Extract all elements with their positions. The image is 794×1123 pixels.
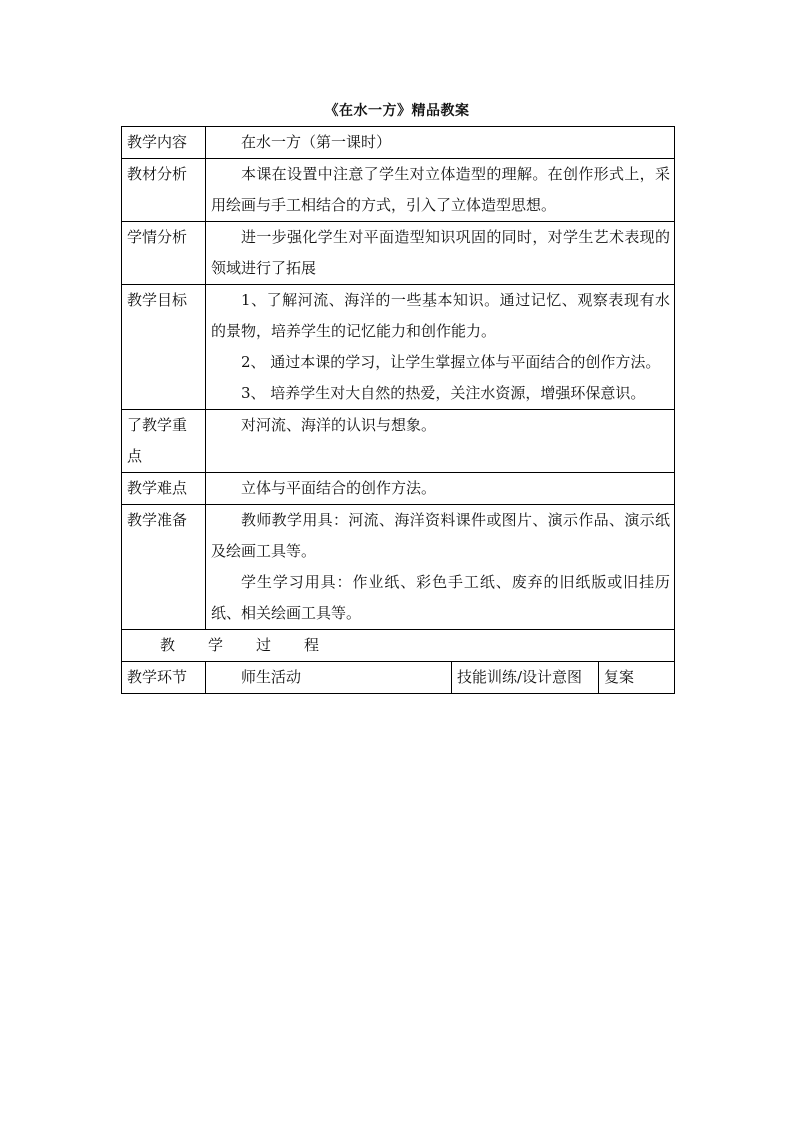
preparation-item: 学生学习用具：作业纸、彩色手工纸、废弃的旧纸版或旧挂历纸、相关绘画工具等。	[211, 573, 671, 622]
key-points-value: 对河流、海洋的认识与想象。	[206, 410, 675, 473]
learner-label: 学情分析	[122, 222, 206, 285]
difficulty-value: 立体与平面结合的创作方法。	[206, 473, 675, 505]
row-preparation	[122, 505, 675, 630]
goal-item: 1、了解河流、海洋的一些基本知识。通过记忆、观察表现有水的景物，培养学生的记忆能力和创作能力。	[211, 291, 671, 340]
row-key-points	[122, 410, 675, 473]
difficulty-label: 教学难点	[122, 473, 206, 505]
row-content	[122, 127, 675, 159]
row-learner	[122, 222, 675, 285]
row-process	[122, 630, 675, 662]
preparation-label: 教学准备	[122, 505, 206, 630]
process-char: 过	[256, 636, 272, 654]
process-char: 程	[304, 636, 320, 654]
row-header	[122, 662, 675, 694]
process-char: 教	[160, 636, 176, 654]
learner-value: 进一步强化学生对平面造型知识巩固的同时，对学生艺术表现的领域进行了拓展	[206, 222, 675, 285]
material-label: 教材分析	[122, 159, 206, 222]
header-skills: 技能训练/设计意图	[452, 662, 599, 694]
goal-item: 3、 培养学生对大自然的热爱，关注水资源，增强环保意识。	[241, 384, 646, 402]
row-difficulty	[122, 473, 675, 505]
process-heading	[122, 630, 675, 662]
header-activity: 师生活动	[206, 662, 452, 694]
preparation-item: 教师教学用具：河流、海洋资料课件或图片、演示作品、演示纸及绘画工具等。	[211, 511, 671, 560]
row-goals	[122, 285, 675, 410]
process-char: 学	[208, 636, 224, 654]
content-value: 在水一方（第一课时）	[206, 127, 675, 159]
goals-label: 教学目标	[122, 285, 206, 410]
content-label: 教学内容	[122, 127, 206, 159]
preparation-value	[206, 505, 675, 630]
lesson-plan-table	[121, 126, 675, 694]
goals-value	[206, 285, 675, 410]
material-value: 本课在设置中注意了学生对立体造型的理解。在创作形式上，采用绘画与手工相结合的方式，引入了立体造型思想。	[206, 159, 675, 222]
document-title: 《在水一方》精品教案	[324, 103, 470, 119]
row-material	[122, 159, 675, 222]
key-points-label: 了教学重点	[122, 410, 206, 473]
goal-item: 2、 通过本课的学习，让学生掌握立体与平面结合的创作方法。	[241, 353, 661, 371]
header-stage: 教学环节	[122, 662, 206, 694]
header-review: 复案	[599, 662, 675, 694]
